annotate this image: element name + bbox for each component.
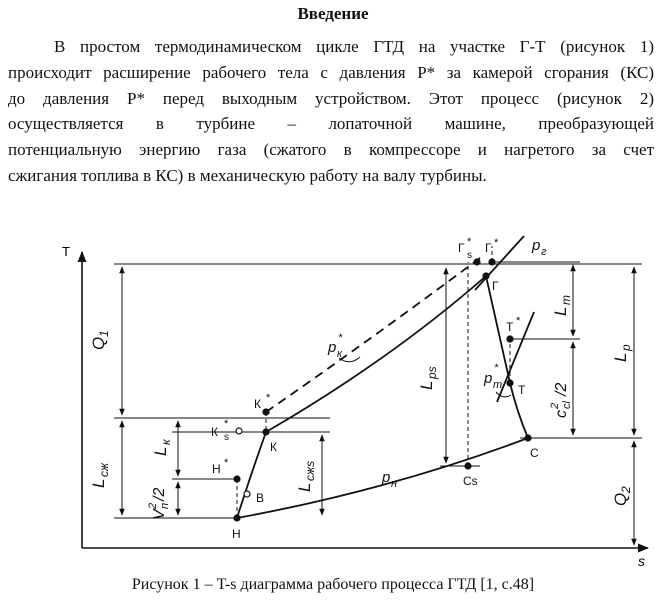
expansion-curve <box>486 276 528 438</box>
label-h-star: Н <box>212 462 221 476</box>
label-gs-star-mark: * <box>467 236 472 248</box>
q2-label <box>611 486 633 506</box>
svg-text:п: п <box>159 502 171 509</box>
svg-text:Q: Q <box>89 336 108 350</box>
svg-text:сжs: сжs <box>303 460 317 481</box>
label-cs: Сs <box>463 474 478 488</box>
label-t: Т <box>518 383 526 397</box>
cc-label <box>549 383 573 418</box>
pg-isobar <box>475 236 524 290</box>
point-h <box>234 515 240 521</box>
lps-label <box>417 366 439 390</box>
intro-paragraph <box>8 34 654 189</box>
point-h-star <box>234 476 240 482</box>
pk-isobar <box>266 276 486 432</box>
label-ks-star: К <box>211 425 218 439</box>
svg-text:*: * <box>338 332 343 344</box>
svg-text:L: L <box>611 352 630 362</box>
point-k <box>263 429 269 435</box>
label-g-star-mark: * <box>494 237 499 249</box>
svg-text:р: р <box>619 344 633 351</box>
label-h: Н <box>232 527 241 541</box>
svg-text:т: т <box>559 295 573 305</box>
point-t <box>507 380 513 386</box>
pn-label <box>381 469 397 490</box>
label-c: С <box>530 446 539 460</box>
svg-text:т: т <box>493 379 503 391</box>
lt-label <box>551 295 573 316</box>
paragraph-line: до давления Р* перед выходным устройством. Этот процесс (рисунок 2) <box>8 88 654 108</box>
pt-label <box>483 362 502 391</box>
svg-text:V: V <box>151 509 168 520</box>
svg-text:1: 1 <box>97 330 111 337</box>
svg-text:L: L <box>295 482 314 492</box>
section-heading: Введение <box>297 4 369 23</box>
pg-label <box>531 237 547 258</box>
label-h-star-mark: * <box>224 457 229 469</box>
svg-text:р: р <box>532 237 541 254</box>
svg-text:рs: рs <box>425 366 439 379</box>
label-g-star: Г <box>485 241 492 255</box>
lcz-label <box>89 462 111 488</box>
point-gs-star <box>474 259 480 265</box>
point-g <box>483 273 489 279</box>
svg-text:/2: /2 <box>151 487 168 501</box>
q1-label <box>89 330 111 350</box>
label-k: К <box>270 440 277 454</box>
lp-label <box>611 344 633 362</box>
svg-text:c: c <box>553 410 570 418</box>
label-gs-star: Г <box>458 241 465 255</box>
svg-text:к: к <box>159 439 173 445</box>
label-t-star-mark: * <box>516 315 521 327</box>
label-ks-sub: s <box>224 432 229 443</box>
label-b: В <box>256 491 265 505</box>
svg-text:/2: /2 <box>553 382 570 396</box>
svg-text:к: к <box>337 348 343 360</box>
pk-label <box>327 332 343 360</box>
svg-text:2: 2 <box>147 502 159 509</box>
label-k-star-mark: * <box>266 392 271 404</box>
svg-text:р: р <box>484 370 493 387</box>
label-ks-star-mark: * <box>224 418 229 430</box>
paragraph-line: осуществляется в турбине – лопаточной машине, преобразующей <box>8 114 654 134</box>
lczs-label <box>295 461 317 492</box>
t-axis-label: T <box>62 244 70 259</box>
svg-text:г: г <box>541 246 547 258</box>
svg-text:р: р <box>328 339 337 356</box>
svg-text:L: L <box>551 306 570 316</box>
svg-text:*: * <box>494 362 499 374</box>
s-axis-label: s <box>638 553 645 569</box>
svg-text:н: н <box>391 478 398 490</box>
svg-text:2: 2 <box>619 486 633 493</box>
paragraph-line: потенциальную энергию газа (сжатого в компрессоре и нагретого за счет <box>8 140 654 160</box>
svg-text:сж: сж <box>97 462 111 477</box>
point-ks-star <box>236 428 242 434</box>
svg-text:2: 2 <box>549 402 561 409</box>
label-t-star: Т <box>506 320 514 334</box>
svg-text:L: L <box>417 380 436 390</box>
point-c <box>525 435 531 441</box>
point-t-star <box>507 336 513 342</box>
point-b <box>244 491 250 497</box>
label-g: Г <box>492 279 499 293</box>
point-g-star <box>489 259 495 265</box>
pk-star-dashed-isobar <box>266 258 480 412</box>
figure-caption: Рисунок 1 – T-s диаграмма рабочего процесса ГТД [1, с.48] <box>131 576 535 593</box>
svg-text:L: L <box>89 478 108 488</box>
paragraph-line: происходит расширение рабочего тела с давления Р* за камерой сгорания (КС) <box>8 62 654 82</box>
svg-text:сl: сl <box>561 401 573 409</box>
svg-text:L: L <box>151 446 170 456</box>
label-gs-sub: s <box>467 250 472 261</box>
compression-curve <box>237 432 266 518</box>
paragraph-line: сжигания топлива в КС) в механическую работу на валу турбины. <box>8 165 487 185</box>
lk-label <box>151 438 173 456</box>
svg-text:Q: Q <box>611 492 630 506</box>
ts-diagram <box>0 230 666 570</box>
paragraph-line: В простом термодинамическом цикле ГТД на участке Г-Т (рисунок 1) <box>54 37 654 56</box>
point-k-star <box>263 409 269 415</box>
svg-text:р: р <box>382 469 391 486</box>
label-k-star: К <box>254 397 261 411</box>
point-cs <box>465 463 471 469</box>
pt-leader <box>496 392 511 397</box>
vn-label <box>147 488 171 520</box>
